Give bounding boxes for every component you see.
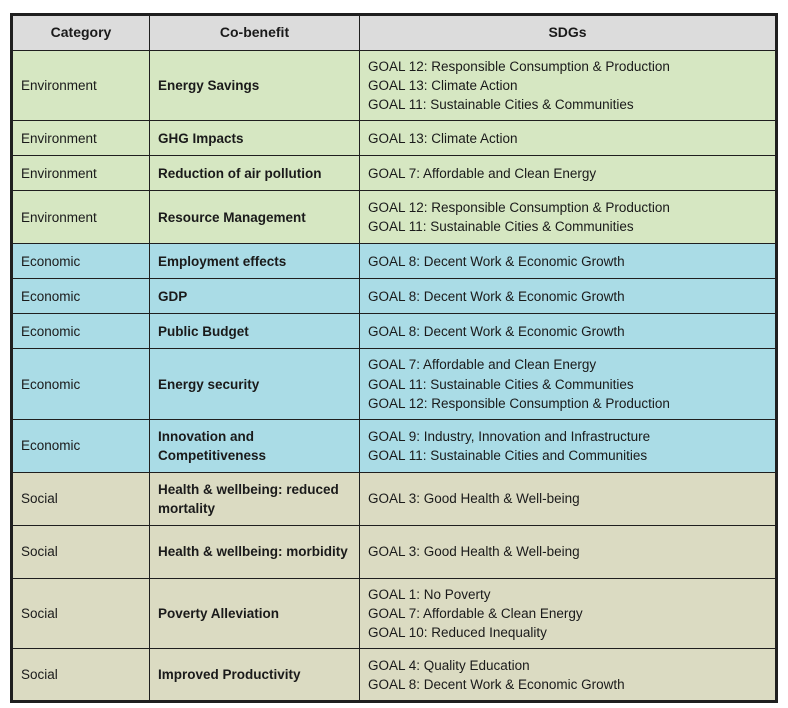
co-benefit-cell: Energy security: [150, 349, 360, 419]
co-benefit-cell: Poverty Alleviation: [150, 578, 360, 648]
header-row: [12, 15, 777, 51]
category-cell: Environment: [12, 156, 150, 191]
co-benefit-cell: GDP: [150, 279, 360, 314]
sdg-goal-line: GOAL 8: Decent Work & Economic Growth: [368, 676, 625, 692]
sdg-goal-line: GOAL 3: Good Health & Well-being: [368, 544, 580, 560]
category-cell: Social: [12, 525, 150, 578]
sdg-goal-line: GOAL 3: Good Health & Well-being: [368, 491, 580, 507]
category-cell: Environment: [12, 191, 150, 244]
sdg-goal-line: GOAL 7: Affordable & Clean Energy: [368, 605, 583, 621]
sdg-goal-line: GOAL 4: Quality Education: [368, 657, 530, 673]
sdg-goal-line: GOAL 11: Sustainable Cities and Communities: [368, 447, 648, 463]
category-cell: Economic: [12, 349, 150, 419]
co-benefit-cell: Health & wellbeing: reduced mortality: [150, 472, 360, 525]
sdg-goal-line: GOAL 13: Climate Action: [368, 78, 518, 94]
sdg-goal-line: GOAL 1: No Poverty: [368, 586, 491, 602]
table-row: [12, 314, 777, 349]
table-row: [12, 349, 777, 419]
sdgs-cell: [360, 349, 777, 419]
table-row: [12, 472, 777, 525]
co-benefit-cell: Employment effects: [150, 244, 360, 279]
category-cell: Economic: [12, 244, 150, 279]
sdg-goal-line: GOAL 10: Reduced Inequality: [368, 625, 547, 641]
table-row: [12, 50, 777, 120]
sdg-goal-line: GOAL 12: Responsible Consumption & Production: [368, 200, 670, 216]
category-cell: Environment: [12, 50, 150, 120]
co-benefit-cell: Resource Management: [150, 191, 360, 244]
sdgs-cell: [360, 279, 777, 314]
sdg-goal-line: GOAL 13: Climate Action: [368, 130, 518, 146]
co-benefit-cell: Reduction of air pollution: [150, 156, 360, 191]
table-row: [12, 419, 777, 472]
sdgs-cell: [360, 525, 777, 578]
category-cell: Social: [12, 472, 150, 525]
sdgs-cell: [360, 156, 777, 191]
category-cell: Economic: [12, 314, 150, 349]
co-benefit-sdg-table: [10, 13, 778, 703]
sdg-goal-line: GOAL 8: Decent Work & Economic Growth: [368, 253, 625, 269]
table-row: [12, 156, 777, 191]
category-cell: Social: [12, 649, 150, 702]
table-row: [12, 279, 777, 314]
sdg-goal-line: GOAL 12: Responsible Consumption & Production: [368, 395, 670, 411]
table-row: [12, 121, 777, 156]
table-row: [12, 244, 777, 279]
sdg-goal-line: GOAL 11: Sustainable Cities & Communities: [368, 97, 634, 113]
sdgs-cell: [360, 419, 777, 472]
sdgs-cell: [360, 50, 777, 120]
sdg-goal-line: GOAL 12: Responsible Consumption & Production: [368, 58, 670, 74]
category-cell: Social: [12, 578, 150, 648]
category-cell: Economic: [12, 419, 150, 472]
co-benefit-cell: GHG Impacts: [150, 121, 360, 156]
sdg-goal-line: GOAL 8: Decent Work & Economic Growth: [368, 288, 625, 304]
sdg-goal-line: GOAL 7: Affordable and Clean Energy: [368, 165, 597, 181]
table-row: [12, 191, 777, 244]
co-benefit-cell: Improved Productivity: [150, 649, 360, 702]
sdgs-cell: [360, 121, 777, 156]
sdgs-cell: [360, 244, 777, 279]
table-row: [12, 578, 777, 648]
co-benefit-cell: Innovation and Competitiveness: [150, 419, 360, 472]
header-sdgs: SDGs: [360, 15, 777, 51]
co-benefit-cell: Health & wellbeing: morbidity: [150, 525, 360, 578]
co-benefit-cell: Public Budget: [150, 314, 360, 349]
sdgs-cell: [360, 578, 777, 648]
category-cell: Environment: [12, 121, 150, 156]
category-cell: Economic: [12, 279, 150, 314]
sdgs-cell: [360, 649, 777, 702]
sdg-goal-line: GOAL 11: Sustainable Cities & Communities: [368, 376, 634, 392]
sdg-goal-line: GOAL 8: Decent Work & Economic Growth: [368, 323, 625, 339]
table-row: [12, 525, 777, 578]
header-category: Category: [12, 15, 150, 51]
table-body: [12, 50, 777, 701]
sdgs-cell: [360, 314, 777, 349]
header-co-benefit: Co-benefit: [150, 15, 360, 51]
sdgs-cell: [360, 472, 777, 525]
sdg-goal-line: GOAL 7: Affordable and Clean Energy: [368, 357, 597, 373]
co-benefit-cell: Energy Savings: [150, 50, 360, 120]
sdg-goal-line: GOAL 11: Sustainable Cities & Communities: [368, 219, 634, 235]
table-header: [12, 15, 777, 51]
sdgs-cell: [360, 191, 777, 244]
table-row: [12, 649, 777, 702]
sdg-goal-line: GOAL 9: Industry, Innovation and Infrastructure: [368, 428, 651, 444]
